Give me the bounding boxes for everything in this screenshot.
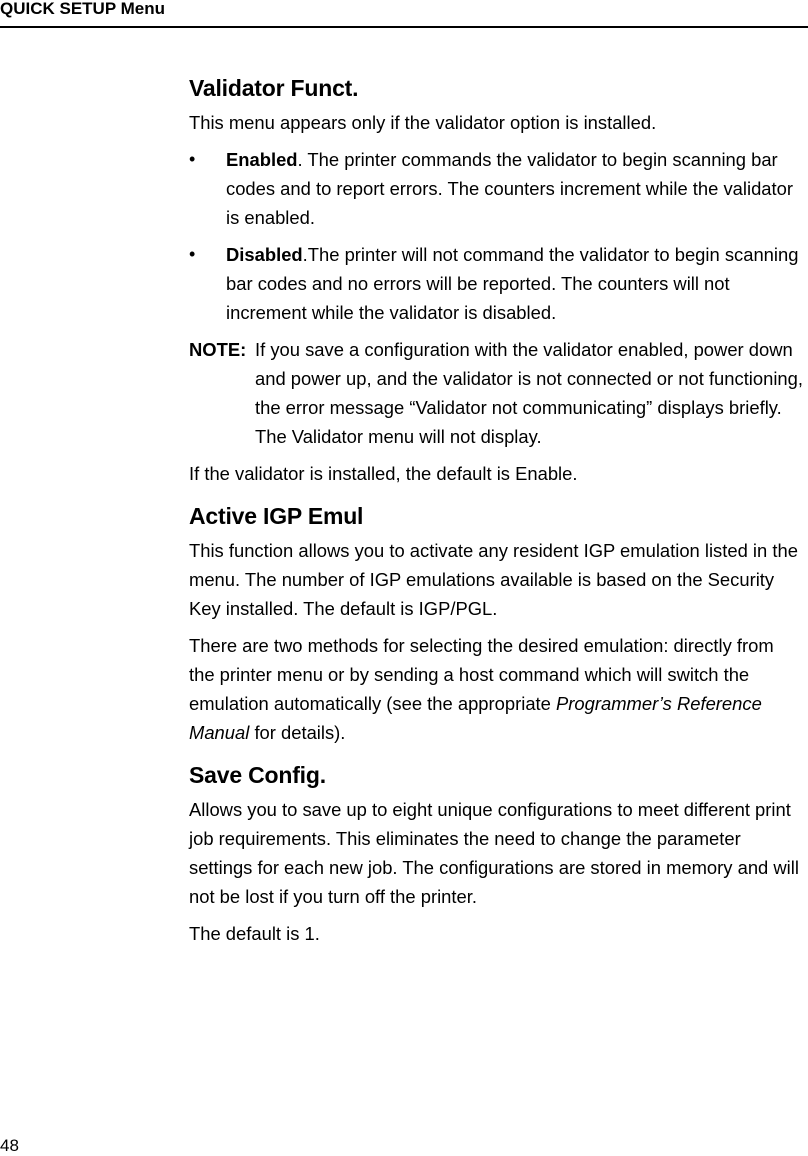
option-term: Disabled: [226, 244, 303, 265]
running-head-title: QUICK SETUP Menu: [0, 0, 165, 18]
heading-save-config: Save Config.: [189, 762, 326, 788]
save-para1: Allows you to save up to eight unique configurations to meet different print job requirements. This eliminates the need to change the parameter settings for each new job. The configurations are stored in memory and will not be lost if you turn off the printer.: [189, 799, 799, 907]
save-default: The default is 1.: [189, 923, 320, 944]
bullet-icon: •: [189, 244, 196, 264]
heading-igp: Active IGP Emul: [189, 503, 364, 529]
section-validator: [189, 72, 803, 488]
validator-options-list: [189, 145, 803, 327]
validator-default: If the validator is installed, the default is Enable.: [189, 463, 578, 484]
option-term: Enabled: [226, 149, 298, 170]
note-block: [189, 335, 803, 451]
list-item: [189, 240, 803, 327]
igp-para1: This function allows you to activate any resident IGP emulation listed in the menu. The number of IGP emulations available is based on the Security Key installed. The default is IGP/PGL.: [189, 540, 798, 619]
page-content: [189, 72, 803, 956]
page-number: 48: [0, 1136, 19, 1155]
igp-para2: [189, 631, 803, 747]
section-igp: [189, 500, 803, 747]
manual-reference: Programmer’s Reference Manual: [189, 693, 762, 743]
igp-para2-lead: There are two methods for selecting the desired emulation: directly from the printer menu or by sending a host command which will switch the emulation automatically (see the appropriate: [189, 635, 774, 714]
running-head: [0, 0, 808, 28]
igp-para2-tail: for details).: [249, 722, 346, 743]
bullet-icon: •: [189, 149, 196, 169]
option-text: .The printer will not command the validator to begin scanning bar codes and no errors will be reported. The counters will not increment while the validator is disabled.: [226, 244, 799, 323]
option-text: . The printer commands the validator to begin scanning bar codes and to report errors. The counters increment while the validator is enabled.: [226, 149, 793, 228]
validator-intro: This menu appears only if the validator option is installed.: [189, 112, 657, 133]
section-save-config: [189, 759, 803, 948]
list-item: [189, 145, 803, 232]
note-label: NOTE:: [189, 339, 247, 360]
note-text: If you save a configuration with the validator enabled, power down and power up, and the validator is not connected or not functioning, the error message “Validator not communicating” displays briefly. The Validator menu will not display.: [255, 339, 804, 447]
heading-validator: Validator Funct.: [189, 75, 359, 101]
